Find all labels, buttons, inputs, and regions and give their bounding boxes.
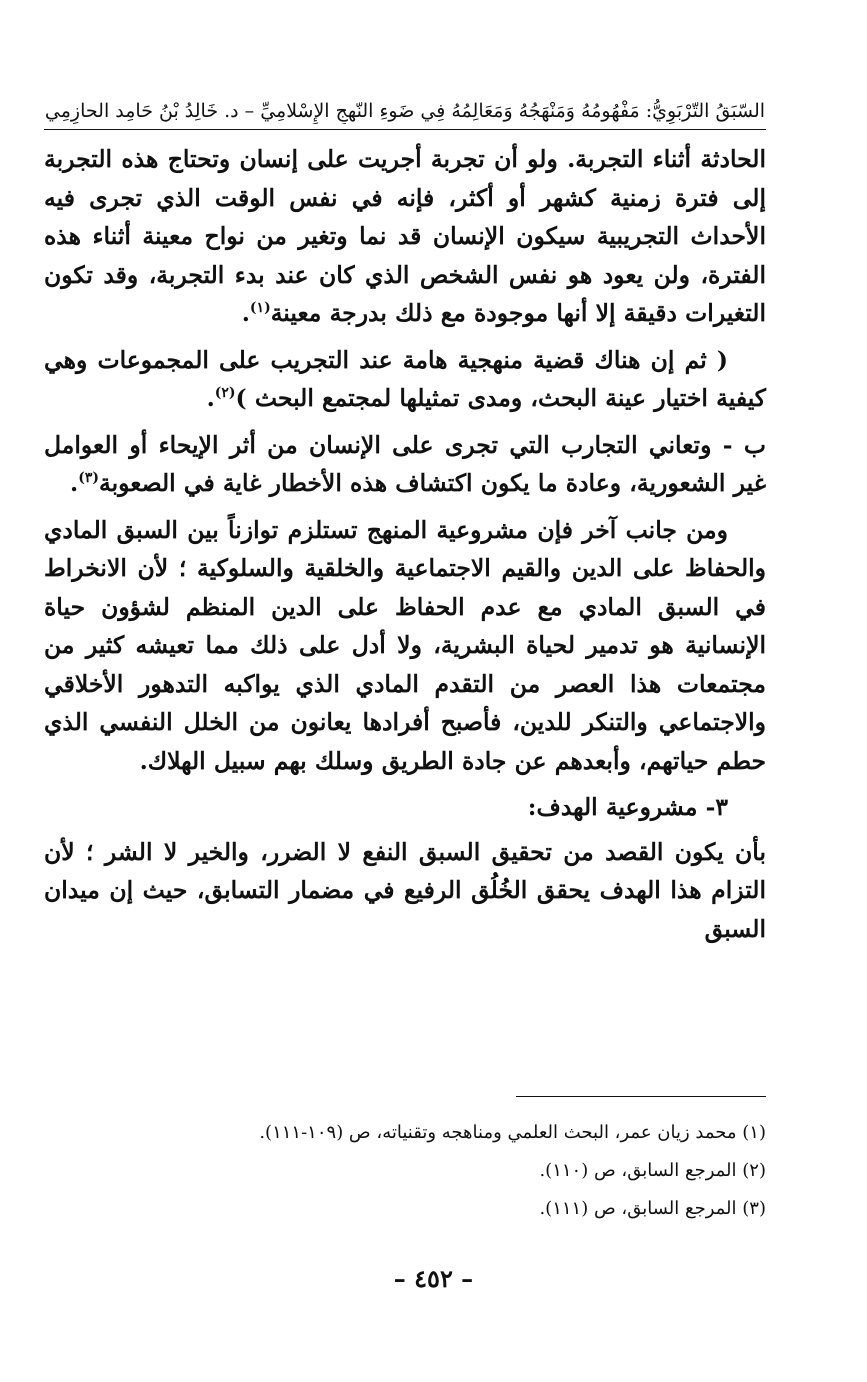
paragraph-2-text: ( ثم إن هناك قضية منهجية هامة عند التجريب على المجموعات وهي كيفية اختيار عينة البحث، ومدى تمثيلها لمجتمع البحث ) xyxy=(44,345,766,412)
header-rule xyxy=(44,129,766,130)
paragraph-2 xyxy=(44,341,766,418)
footnote-1: (١) محمد زيان عمر، البحث العلمي ومناهجه وتقنياته، ص (١٠٩-١١١). xyxy=(259,1122,766,1143)
body-text xyxy=(44,140,766,956)
footnote-ref-1: (١) xyxy=(249,300,271,317)
paragraph-4: ومن جانب آخر فإن مشروعية المنهج تستلزم توازناً بين السبق المادي والحفاظ على الدين والقيم الاجتماعية والخلقية والسلوكية ؛ لأن الانخراط في السبق المادي مع عدم الحفاظ على الدين المنظم لشؤون حياة الإنسانية هو تدمير لحياة البشرية، ولا أدل على ذلك مما تعيشه كثير من مجتمعات هذا العصر من التقدم المادي الذي يواكبه التدهور الأخلاقي والاجتماعي والتنكر للدين، فأصبح أفرادها يعانون من الخلل النفسي الذي حطم حياتهم، وأبعدهم عن جادة الطريق وسلك بهم سبيل الهلاك. xyxy=(44,515,766,775)
paragraph-5: بأن يكون القصد من تحقيق السبق النفع لا الضرر، والخير لا الشر ؛ لأن التزام هذا الهدف يحقق الخُلُق الرفيع في مضمار التسابق، حيث إن ميدان السبق xyxy=(44,837,766,943)
paragraph-3-end: . xyxy=(70,469,79,497)
footnotes xyxy=(80,1114,766,1228)
footnote-2: (٢) المرجع السابق، ص (١١٠). xyxy=(539,1160,766,1181)
footnote-rule xyxy=(516,1096,766,1097)
paragraph-3-text: ب - وتعاني التجارب التي تجرى على الإنسان من أثر الإيحاء أو العوامل غير الشعورية، وعادة ما يكون اكتشاف هذه الأخطار غاية في الصعوبة xyxy=(44,430,766,497)
section-heading: ٣- مشروعية الهدف: xyxy=(527,793,728,821)
footnote-ref-2: (٢) xyxy=(214,385,236,402)
paragraph-2-end: . xyxy=(206,384,215,412)
paragraph-3 xyxy=(44,426,766,503)
paragraph-1-end: . xyxy=(241,299,250,327)
running-header: السّبَقُ التّرْبَوِيُّ: مَفْهُومُهُ وَمَنْهَجُهُ وَمَعَالِمُهُ فِي ضَوءِ النّهجِ الإِسْلامِيِّ – د. خَالِدُ بْنُ حَامِد الحازِمِي xyxy=(44,100,766,122)
page-number: – ٤٥٢ – xyxy=(393,1264,474,1293)
paragraph-1-text: الحادثة أثناء التجربة. ولو أن تجربة أجريت على إنسان وتحتاج هذه التجربة إلى فترة زمنية كشهر أو أكثر، فإنه في نفس الوقت الذي تجرى فيه الأحداث التجريبية سيكون الإنسان قد نما وتغير من نواح معينة أثناء هذه الفترة، ولن يعود هو نفس الشخص الذي كان عند بدء التجربة، وقد تكون التغيرات دقيقة إلا أنها موجودة مع ذلك بدرجة معينة xyxy=(44,145,766,327)
footnote-3: (٣) المرجع السابق، ص (١١١). xyxy=(539,1198,766,1219)
footnote-ref-3: (٣) xyxy=(78,470,99,487)
paragraph-1 xyxy=(44,140,766,333)
